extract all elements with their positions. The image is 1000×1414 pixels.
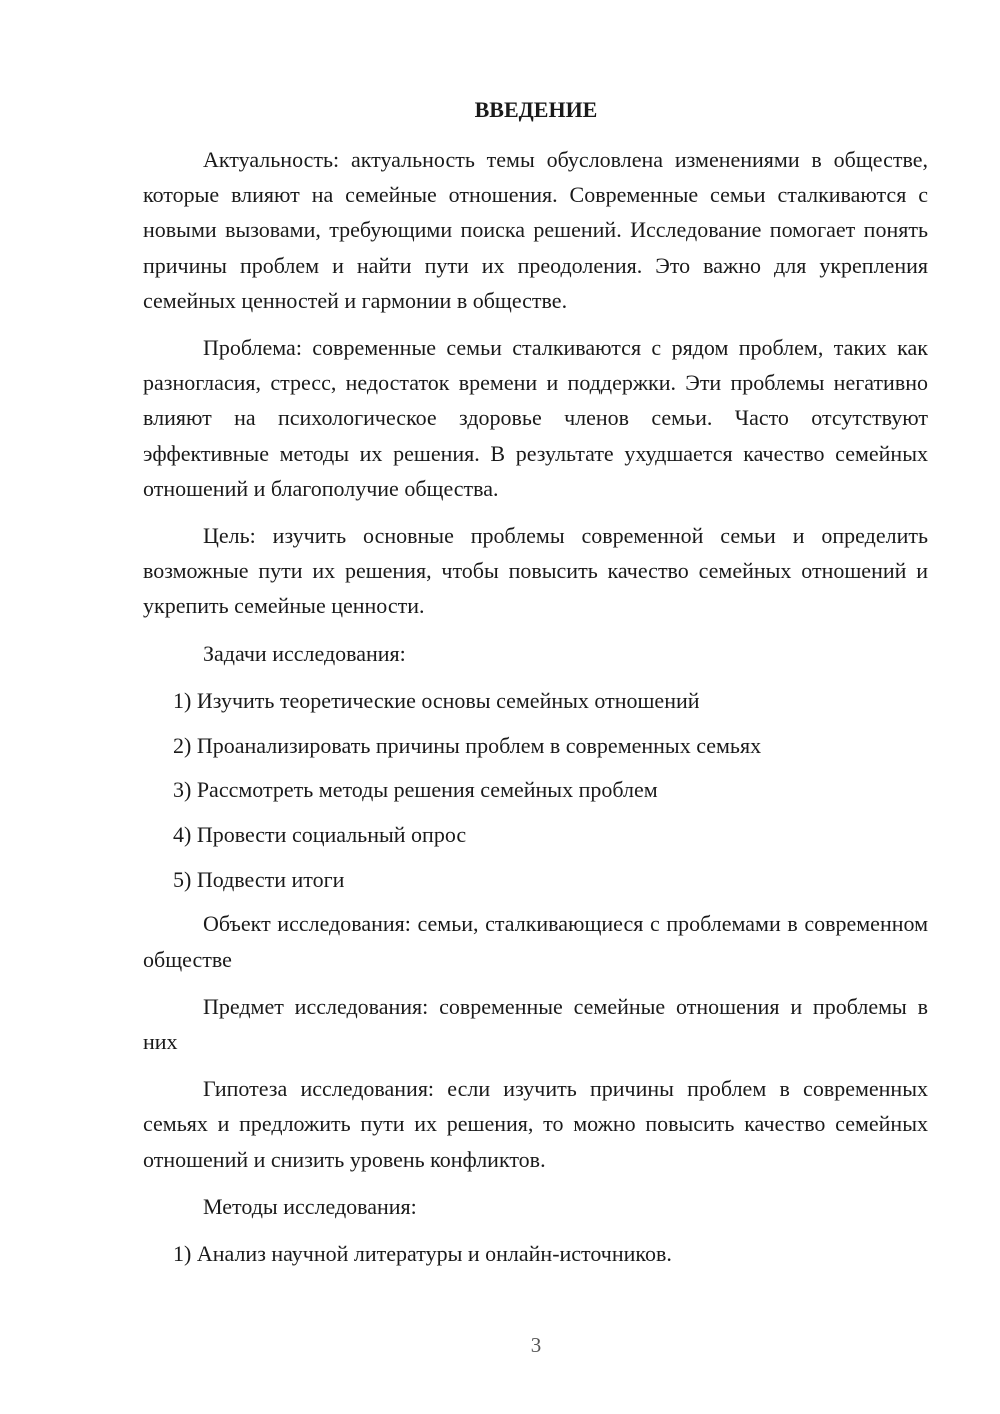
hypothesis-paragraph: Гипотеза исследования: если изучить причины проблем в современных семьях и предложить пути их решения, то можно повысить качество семейных отношений и снизить уровень конфликтов. <box>143 1076 928 1172</box>
relevance-paragraph: Актуальность: актуальность темы обусловлена изменениями в обществе, которые влияют на семейные отношения. Современные семьи сталкиваются с новыми вызовами, требующими поиска решений. Исследование помогает понять причины проблем и найти пути их преодоления. Это важно для укрепления семейных ценностей и гармонии в обществе. <box>143 147 928 313</box>
object-paragraph: Объект исследования: семьи, сталкивающиеся с проблемами в современном обществе <box>143 911 928 972</box>
tasks-heading: Задачи исследования: <box>203 640 406 666</box>
document-body <box>143 142 928 1281</box>
methods-list <box>143 1236 928 1271</box>
list-item: 4) Провести социальный опрос <box>173 821 467 847</box>
list-item: 2) Проанализировать причины проблем в современных семьях <box>173 732 762 758</box>
list-item: 3) Рассмотреть методы решения семейных проблем <box>173 777 658 803</box>
methods-heading: Методы исследования: <box>203 1193 417 1219</box>
list-item: 5) Подвести итоги <box>173 866 345 892</box>
page-number: 3 <box>530 1333 542 1357</box>
page-title: ВВЕДЕНИЕ <box>474 97 598 122</box>
list-item: 1) Изучить теоретические основы семейных отношений <box>173 687 700 713</box>
subject-paragraph: Предмет исследования: современные семейные отношения и проблемы в них <box>143 993 928 1054</box>
goal-paragraph: Цель: изучить основные проблемы современной семьи и определить возможные пути их решения, чтобы повысить качество семейных отношений и укрепить семейные ценности. <box>143 523 928 619</box>
problem-paragraph: Проблема: современные семьи сталкиваются с рядом проблем, таких как разногласия, стресс, недостаток времени и поддержки. Эти проблемы негативно влияют на психологическое здоровье членов семьи. Часто отсутствуют эффективные методы их решения. В результате ухудшается качество семейных отношений и благополучие общества. <box>143 335 928 501</box>
list-item: 1) Анализ научной литературы и онлайн-источников. <box>173 1240 672 1266</box>
tasks-list <box>143 683 928 897</box>
